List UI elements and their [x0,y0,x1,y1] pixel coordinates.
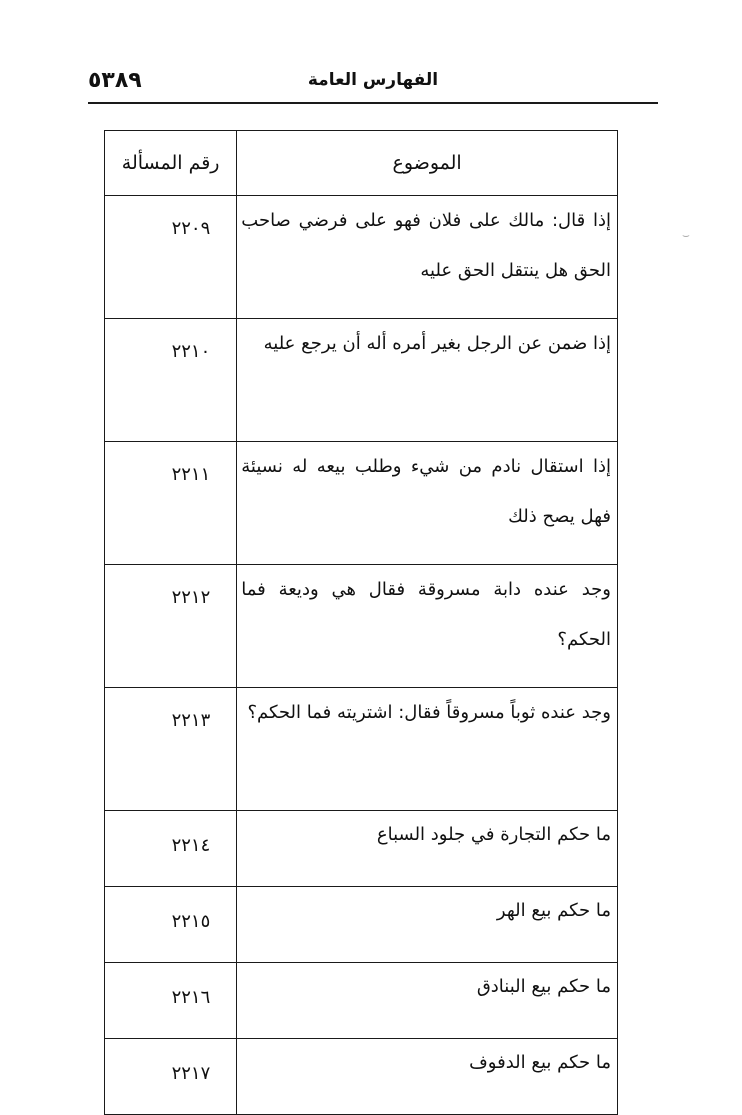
issue-number-cell: ٢٢١٢ [105,565,237,688]
topic-cell: ما حكم بيع الهر [237,887,618,963]
topic-cell: ما حكم التجارة في جلود السباع [237,811,618,887]
topic-cell: إذا ضمن عن الرجل بغير أمره أله أن يرجع عليه [237,319,618,442]
issue-number-cell: ٢٢١٠ [105,319,237,442]
page-number: ٥٣٨٩ [88,68,142,93]
running-title: الفهارس العامة [307,70,439,90]
table-header-row [105,131,618,196]
topic-cell: إذا قال: مالك على فلان فهو على فرضي صاحب الحق هل ينتقل الحق عليه [237,196,618,319]
margin-mark: ⌣ [682,228,690,242]
issue-number-cell: ٢٢١١ [105,442,237,565]
issue-number-cell: ٢٢١٥ [105,887,237,963]
table-row [105,319,618,442]
index-table [104,130,618,1115]
issue-number-cell: ٢٢١٣ [105,688,237,811]
table-row [105,811,618,887]
topic-cell: إذا استقال نادم من شيء وطلب بيعه له نسيئة فهل يصح ذلك [237,442,618,565]
table-row [105,688,618,811]
topic-cell: وجد عنده ثوباً مسروقاً فقال: اشتريته فما الحكم؟ [237,688,618,811]
topic-cell: ما حكم بيع الدفوف [237,1039,618,1115]
column-header-topic: الموضوع [237,131,618,196]
topic-cell: ما حكم بيع البنادق [237,963,618,1039]
table-row [105,963,618,1039]
topic-cell: وجد عنده دابة مسروقة فقال هي وديعة فما الحكم؟ [237,565,618,688]
page-header [88,68,658,104]
issue-number-cell: ٢٢٠٩ [105,196,237,319]
issue-number-cell: ٢٢١٦ [105,963,237,1039]
table-row [105,887,618,963]
issue-number-cell: ٢٢١٧ [105,1039,237,1115]
table-row [105,1039,618,1115]
column-header-issue-number: رقم المسألة [105,131,237,196]
table-row [105,565,618,688]
table-row [105,196,618,319]
table-row [105,442,618,565]
issue-number-cell: ٢٢١٤ [105,811,237,887]
